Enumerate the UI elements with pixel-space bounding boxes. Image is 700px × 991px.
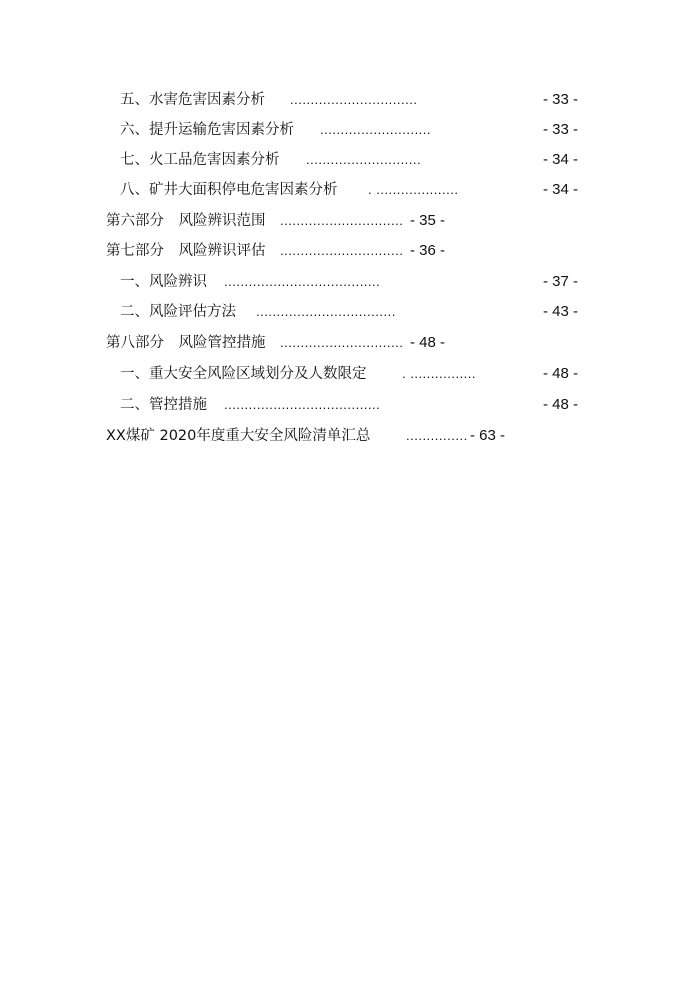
toc-entry-risk-zoning[interactable]: [0, 363, 700, 385]
toc-title: 二、管控措施: [120, 397, 207, 413]
toc-page-number: - 36 -: [410, 242, 446, 259]
toc-entry-part-six[interactable]: [0, 210, 700, 232]
toc-page-number: - 35 -: [410, 212, 446, 229]
toc-entry-hoisting-hazard[interactable]: [0, 119, 700, 141]
toc-leader-dots: . ....................: [368, 182, 459, 197]
toc-entry-water-hazard[interactable]: [0, 89, 700, 111]
toc-entry-risk-list-summary[interactable]: [0, 425, 700, 447]
toc-title: 第八部分 风险管控措施: [106, 335, 266, 351]
toc-title: 第七部分 风险辨识评估: [106, 243, 266, 259]
toc-page-number: - 48 -: [543, 396, 579, 413]
toc-page-number: - 48 -: [543, 365, 579, 382]
toc-leader-dots: ..............................: [280, 335, 404, 350]
toc-page-number: - 34 -: [543, 181, 579, 198]
toc-leader-dots: ......................................: [224, 274, 381, 289]
toc-page-number: - 33 -: [543, 91, 579, 108]
toc-leader-dots: ...............................: [290, 92, 418, 107]
toc-leader-dots: ..............................: [280, 243, 404, 258]
toc-entry-part-eight[interactable]: [0, 332, 700, 354]
toc-leader-dots: . ................: [402, 366, 477, 381]
toc-title: XX煤矿 2020年度重大安全风险清单汇总: [106, 428, 371, 444]
toc-title: 二、风险评估方法: [120, 304, 236, 320]
toc-leader-dots: ..............................: [280, 213, 404, 228]
toc-entry-power-outage-hazard[interactable]: [0, 179, 700, 201]
toc-title: 一、重大安全风险区域划分及人数限定: [120, 366, 367, 382]
toc-page-number: - 34 -: [543, 151, 579, 168]
toc-leader-dots: ............................: [306, 152, 422, 167]
toc-title: 第六部分 风险辨识范围: [106, 213, 266, 229]
toc-title: 八、矿井大面积停电危害因素分析: [120, 182, 338, 198]
toc-page-number: - 43 -: [543, 303, 579, 320]
toc-entry-risk-assessment-method[interactable]: [0, 301, 700, 323]
toc-entry-part-seven[interactable]: [0, 240, 700, 262]
toc-title: 七、火工品危害因素分析: [120, 152, 280, 168]
toc-entry-risk-identification[interactable]: [0, 271, 700, 293]
toc-leader-dots: ...........................: [320, 122, 432, 137]
toc-page-number: - 48 -: [410, 334, 446, 351]
toc-page-number: - 63 -: [470, 427, 506, 444]
toc-title: 一、风险辨识: [120, 274, 207, 290]
toc-entry-control-measures[interactable]: [0, 394, 700, 416]
toc-leader-dots: ..................................: [256, 304, 396, 319]
toc-leader-dots: ......................................: [224, 397, 381, 412]
toc-title: 五、水害危害因素分析: [120, 92, 265, 108]
toc-title: 六、提升运输危害因素分析: [120, 122, 294, 138]
toc-page-number: - 37 -: [543, 273, 579, 290]
toc-leader-dots: ...............: [406, 428, 468, 443]
toc-entry-explosives-hazard[interactable]: [0, 149, 700, 171]
toc-page-number: - 33 -: [543, 121, 579, 138]
